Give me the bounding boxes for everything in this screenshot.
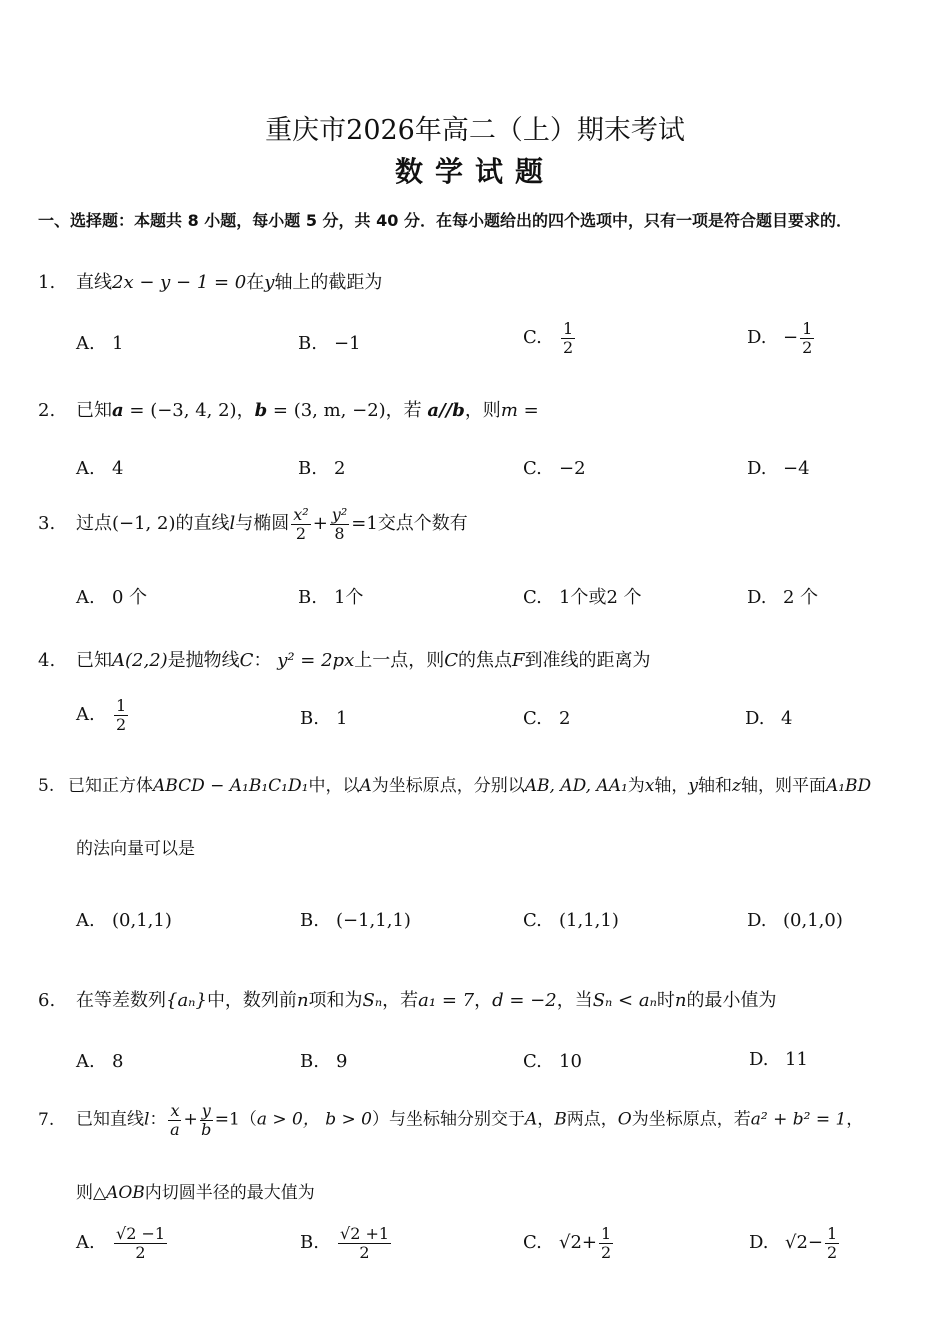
option-3b: B. 1个	[298, 587, 364, 608]
option-2a: A. 4	[76, 458, 124, 479]
option-1c: C. $\frac{1}{2}$	[523, 319, 574, 357]
exam-subtitle: 数学试题	[394, 155, 555, 188]
option-6d: D. 11	[749, 1049, 808, 1070]
option-7c: C. √2+ $\frac{1}{2}$	[523, 1224, 612, 1262]
option-6b: B. 9	[300, 1051, 348, 1072]
option-6c: C. 10	[523, 1051, 582, 1072]
question-5-continued: 的法向量可以是	[76, 839, 195, 859]
fraction: $\frac{√2 +1}{2}$	[340, 1224, 390, 1262]
question-1: 1. 直线2x − y − 1 = 0在y轴上的截距为	[38, 272, 383, 293]
option-3d: D. 2 个	[747, 587, 819, 608]
section-heading: 一、选择题：本题共 8 小题，每小题 5 分，共 40 分．在每小题给出的四个选项中，只有一项是符合题目要求的．	[38, 211, 852, 230]
question-7: 7. 已知直线l： $\frac{x}{a}$ + $\frac{y}{b} =1(a > 0$， b > 0）与坐标轴分别交于A，B两点，O为坐标原点，若a² + b² = 1，	[38, 1101, 864, 1139]
fraction: $\frac{1}{2}$	[116, 696, 127, 734]
fraction: $\frac{y}{b}$	[201, 1101, 212, 1139]
option-4c: C. 2	[523, 708, 571, 729]
question-3: 3. 过点(−1, 2)的直线l与椭圆 $\frac{\text{x²}}{2}$ + $\frac{\text{y²}}{8}$ =1交点个数有	[38, 505, 468, 543]
option-5d: D. (0,1,0)	[747, 910, 843, 931]
option-4d: D. 4	[745, 708, 793, 729]
question-7-continued: 则△AOB内切圆半径的最大值为	[76, 1183, 315, 1203]
option-7a: A. $\frac{√2 -1}{2}$	[76, 1224, 166, 1262]
fraction: $\frac{1}{2}$	[563, 319, 574, 357]
option-5b: B. (−1,1,1)	[300, 910, 411, 931]
option-2c: C. −2	[523, 458, 586, 479]
option-2d: D. −4	[747, 458, 810, 479]
fraction: $\frac{\text{x²}}{2}$	[293, 505, 309, 543]
option-1d: D. − $\frac{1}{2}$	[747, 319, 813, 357]
option-7d: D. √2− $\frac{1}{2}$	[749, 1224, 838, 1262]
question-6: 6. 在等差数列{aₙ}中，数列前n项和为Sₙ，若a₁ = 7，d = −2，当Sₙ < aₙ时n的最小值为	[38, 990, 777, 1011]
fraction: $\frac{1}{2}$	[802, 319, 813, 357]
option-1b: B. −1	[298, 333, 361, 354]
option-2b: B. 2	[298, 458, 346, 479]
option-4a: A. $\frac{1}{2}$	[76, 696, 127, 734]
exam-title: 重庆市2026年高二（上）期末考试	[265, 115, 685, 146]
question-5: 5. 已知正方体ABCD − A₁B₁C₁D₁中，以A为坐标原点，分别以AB, AD, AA₁为x轴，y轴和z轴，则平面A₁BD	[38, 776, 872, 796]
option-3c: C. 1个或2 个	[523, 587, 642, 608]
option-3a: A. 0 个	[76, 587, 148, 608]
question-number: 1.	[38, 272, 56, 293]
option-5a: A. (0,1,1)	[76, 910, 172, 931]
question-2: 2. 已知a = (−3, 4, 2)，b = (3, m, −2)，若 a//b，则m =	[38, 400, 539, 421]
fraction: $\frac{1}{2}$	[827, 1224, 838, 1262]
option-7b: B. $\frac{√2 +1}{2}$	[300, 1224, 390, 1262]
question-4: 4. 已知A(2,2)是抛物线C： y² = 2px上一点，则C的焦点F到准线的距离为	[38, 650, 651, 671]
option-1a: A. 1	[76, 333, 124, 354]
fraction: $\frac{1}{2}$	[601, 1224, 612, 1262]
fraction: $\frac{\text{y²}}{8}$	[331, 505, 348, 543]
fraction: $\frac{x}{a}$	[170, 1101, 180, 1139]
option-6a: A. 8	[76, 1051, 124, 1072]
option-4b: B. 1	[300, 708, 348, 729]
fraction: $\frac{√2 -1}{2}$	[116, 1224, 166, 1262]
option-5c: C. (1,1,1)	[523, 910, 619, 931]
